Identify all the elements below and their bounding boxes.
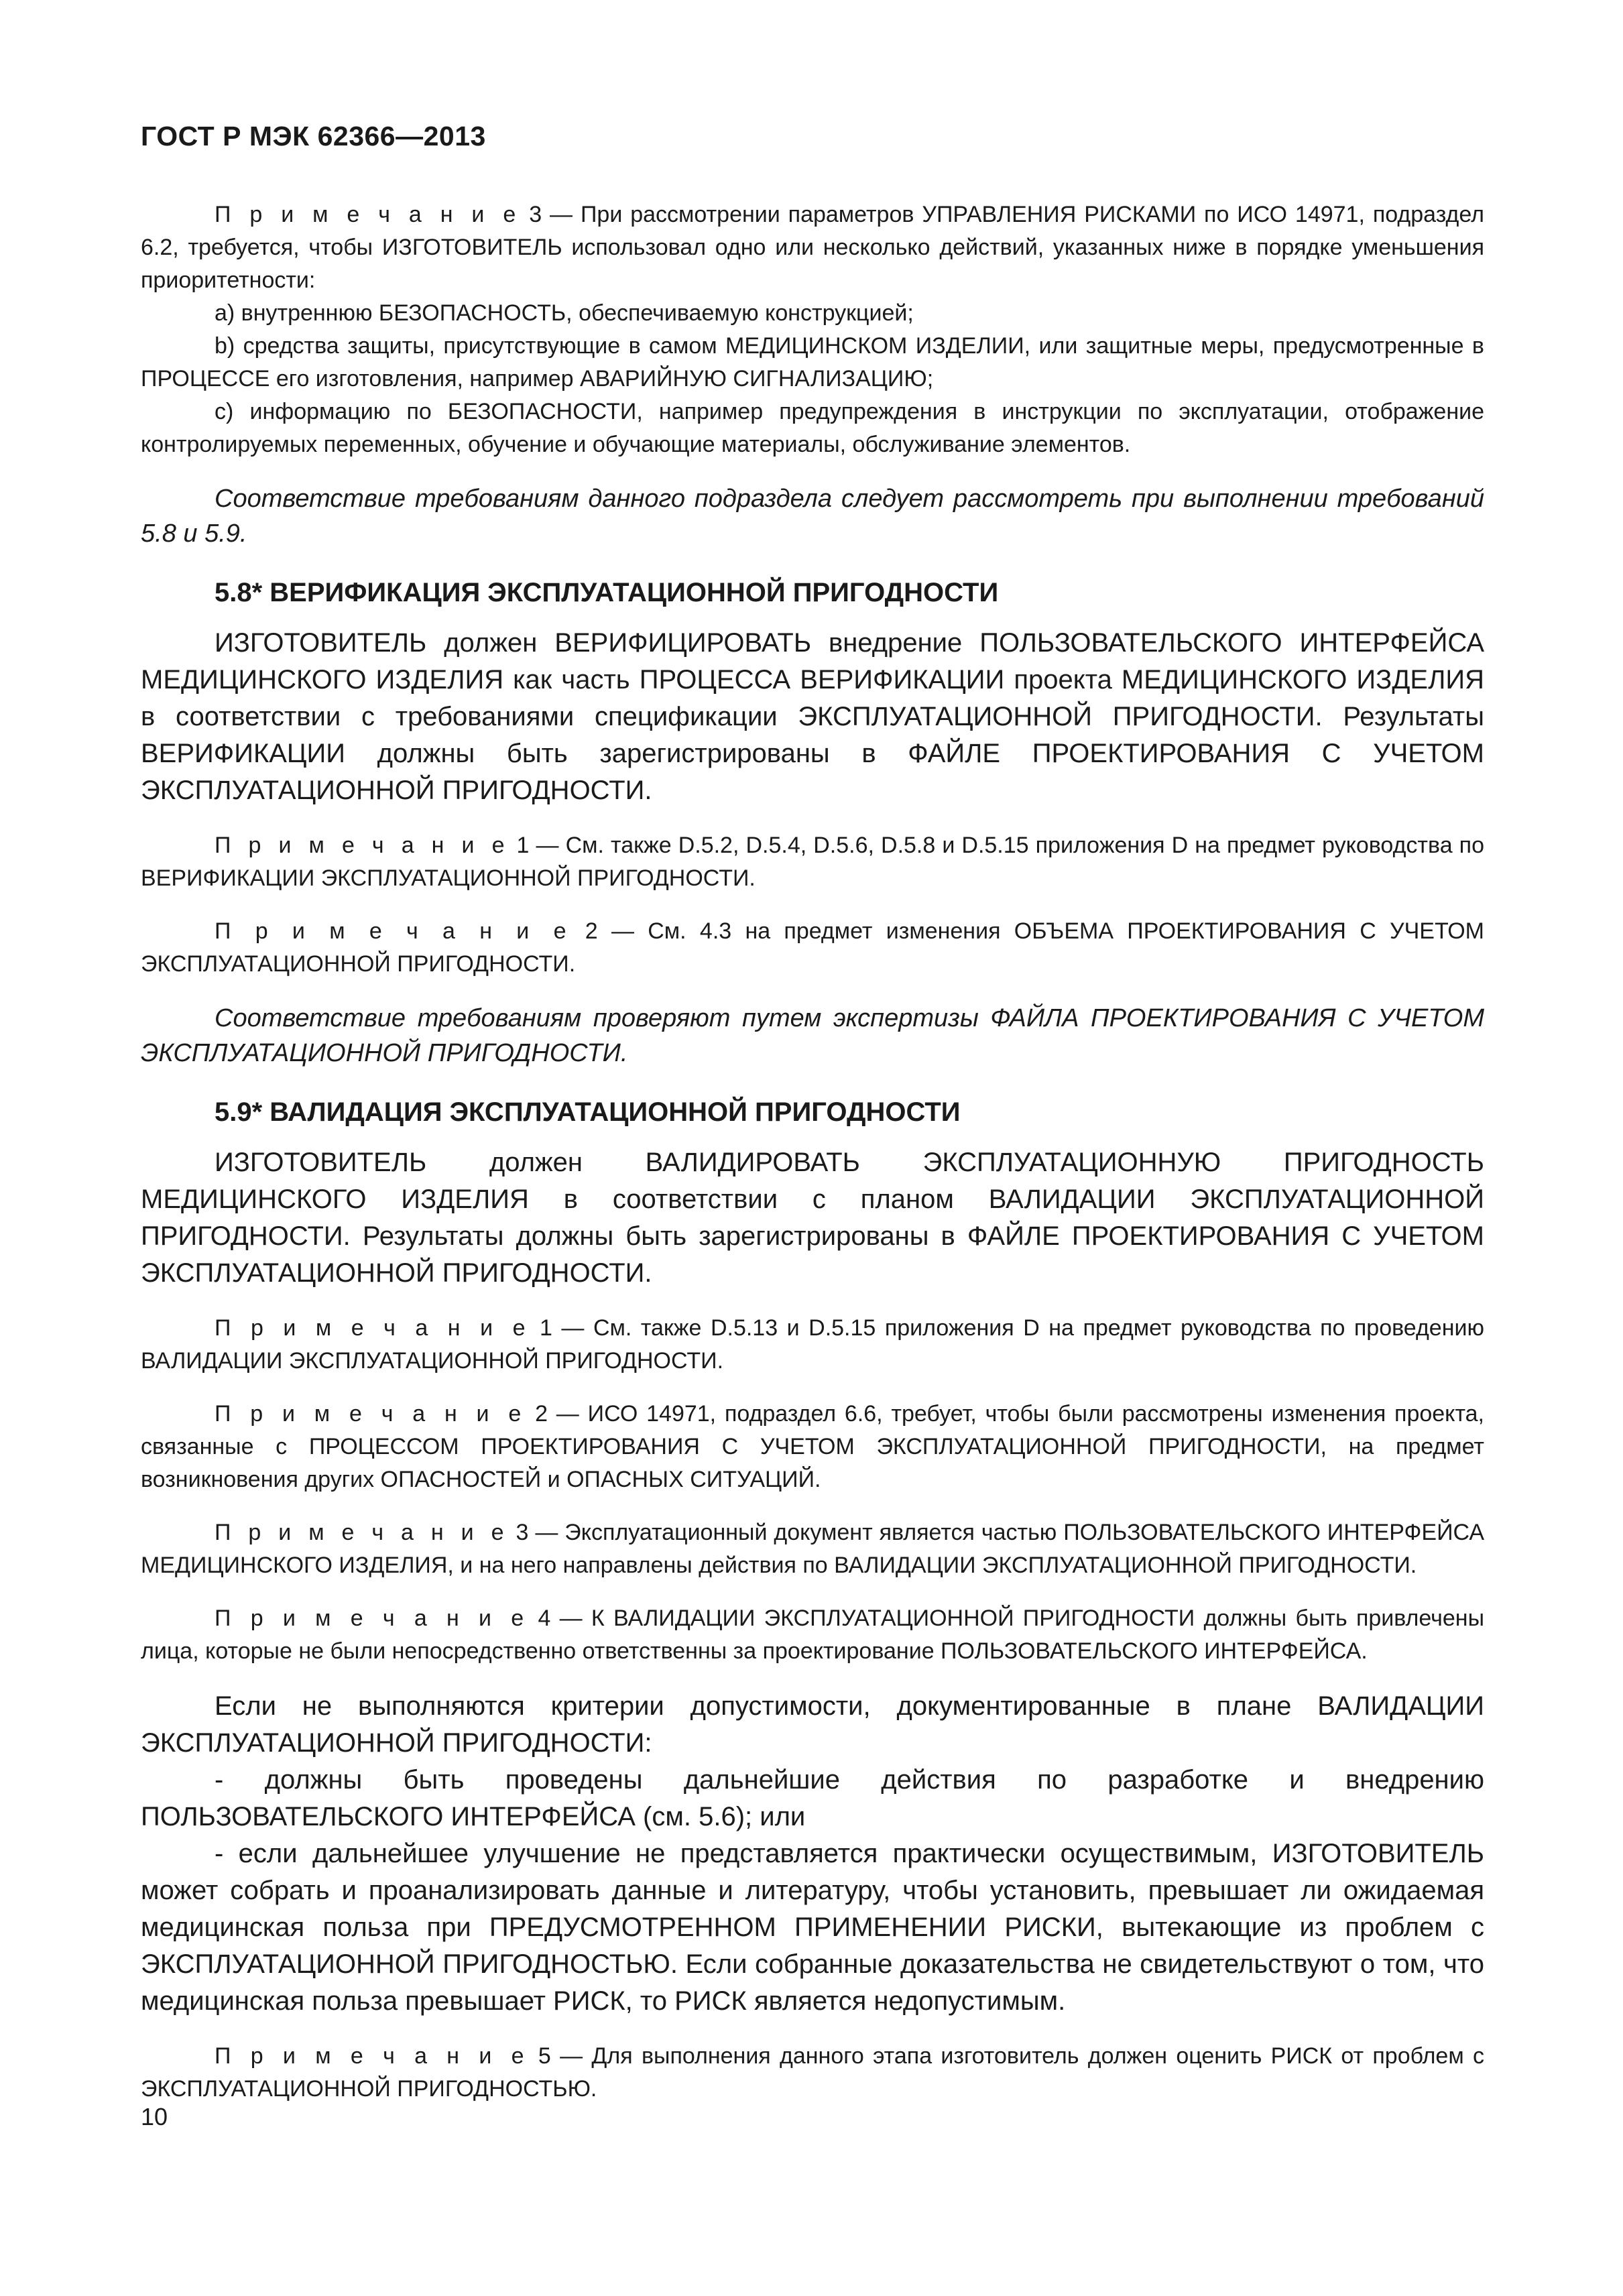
dash-item-2: - если дальнейшее улучшение не представляется практически осуществимым, ИЗГОТОВИТЕЛЬ может собрать и проанализировать данные и литературу, чтобы установить, превышает ли ожидаемая медицинская польза при ПРЕДУСМОТРЕННОМ ПРИМЕНЕНИИ РИСКИ, вытекающие из проблем с ЭКСПЛУАТАЦИОННОЙ ПРИГОДНОСТЬЮ. Если собранные доказательства не свидетельствуют о том, что медицинская польза превышает РИСК, то РИСК является недопустимым. [141,1839,1484,2016]
note-5-9-4 [141,1602,1484,1668]
section-heading-5-8: 5.8* ВЕРИФИКАЦИЯ ЭКСПЛУАТАЦИОННОЙ ПРИГОДНОСТИ [215,578,999,607]
note-5-9-2 [141,1398,1484,1496]
note-label: П р и м е ч а н и е [215,918,572,944]
compliance-statement-2: Соответствие требованиям проверяют путем экспертизы ФАЙЛА ПРОЕКТИРОВАНИЯ С УЧЕТОМ ЭКСПЛУАТАЦИОННОЙ ПРИГОДНОСТИ. [141,1004,1484,1067]
list-item-c: c) информацию по БЕЗОПАСНОСТИ, например предупреждения в инструкции по эксплуатации, отображение контролируемых переменных, обучение и обучающие материалы, обслуживание элементов. [141,399,1484,457]
note-5-9-3 [141,1516,1484,1582]
note-text: Эксплуатационный документ является частью ПОЛЬЗОВАТЕЛЬСКОГО ИНТЕРФЕЙСА МЕДИЦИНСКОГО ИЗДЕЛИЯ, и на него направлены действия по ВАЛИДАЦИИ ЭКСПЛУАТАЦИОННОЙ ПРИГОДНОСТИ. [141,1520,1484,1578]
note-label: П р и м е ч а н и е [215,202,522,227]
note-label: П р и м е ч а н и е [215,1520,509,1545]
dash-item-1: - должны быть проведены дальнейшие действия по разработке и внедрению ПОЛЬЗОВАТЕЛЬСКОГО ИНТЕРФЕЙСА (см. 5.6); или [141,1765,1484,1831]
note-label: П р и м е ч а н и е [215,1401,527,1427]
note-5-8-2 [141,915,1484,981]
note-number: 1 — [509,833,566,858]
note-number: 3 — [509,1520,565,1545]
note-label: П р и м е ч а н и е [215,2043,530,2069]
note-number: 4 — [529,1606,591,1631]
note-label: П р и м е ч а н и е [215,833,510,858]
note-number: 2 — [571,918,648,944]
note-number: 5 — [529,2043,592,2069]
note-text: См. также D.5.13 и D.5.15 приложения D на предмет руководства по проведению ВАЛИДАЦИИ ЭКСПЛУАТАЦИОННОЙ ПРИГОДНОСТИ. [141,1315,1484,1374]
compliance-statement-1: Соответствие требованиям данного подраздела следует рассмотреть при выполнении требований 5.8 и 5.9. [141,485,1484,548]
note-5-8-1 [141,829,1484,895]
note-text: К ВАЛИДАЦИИ ЭКСПЛУАТАЦИОННОЙ ПРИГОДНОСТИ должны быть привлечены лица, которые не были непосредственно ответственны за проектирование ПОЛЬЗОВАТЕЛЬСКОГО ИНТЕРФЕЙСА. [141,1606,1485,1664]
note-3-risk-control [141,198,1484,297]
document-header: ГОСТ Р МЭК 62366—2013 [141,121,486,152]
note-label: П р и м е ч а н и е [215,1315,531,1341]
note-text: При рассмотрении параметров УПРАВЛЕНИЯ РИСКАМИ по ИСО 14971, подраздел 6.2, требуется, чтобы ИЗГОТОВИТЕЛЬ использовал одно или несколько действий, указанных ниже в порядке уменьшения приоритетности: [141,202,1484,293]
note-5-9-1 [141,1312,1484,1378]
note-text: См. 4.3 на предмет изменения ОБЪЕМА ПРОЕКТИРОВАНИЯ С УЧЕТОМ ЭКСПЛУАТАЦИОННОЙ ПРИГОДНОСТИ. [141,918,1484,977]
list-item-a: a) внутреннюю БЕЗОПАСНОСТЬ, обеспечиваемую конструкцией; [215,300,914,326]
note-number: 3 — [521,202,581,227]
note-text: См. также D.5.2, D.5.4, D.5.6, D.5.8 и D.5.15 приложения D на предмет руководства по ВЕРИФИКАЦИИ ЭКСПЛУАТАЦИОННОЙ ПРИГОДНОСТИ. [141,833,1484,891]
note-number: 2 — [526,1401,588,1427]
acceptance-criteria-paragraph: Если не выполняются критерии допустимости, документированные в плане ВАЛИДАЦИИ ЭКСПЛУАТАЦИОННОЙ ПРИГОДНОСТИ: [141,1691,1484,1758]
document-content [141,198,1484,2106]
note-number: 1 — [530,1315,593,1341]
note-label: П р и м е ч а н и е [215,1606,530,1631]
section-body-5-8: ИЗГОТОВИТЕЛЬ должен ВЕРИФИЦИРОВАТЬ внедрение ПОЛЬЗОВАТЕЛЬСКОГО ИНТЕРФЕЙСА МЕДИЦИНСКОГО ИЗДЕЛИЯ как часть ПРОЦЕССА ВЕРИФИКАЦИИ проекта МЕДИЦИНСКОГО ИЗДЕЛИЯ в соответствии с требованиями спецификации ЭКСПЛУАТАЦИОННОЙ ПРИГОДНОСТИ. Результаты ВЕРИФИКАЦИИ должны быть зарегистрированы в ФАЙЛЕ ПРОЕКТИРОВАНИЯ С УЧЕТОМ ЭКСПЛУАТАЦИОННОЙ ПРИГОДНОСТИ. [141,628,1484,805]
page-number: 10 [141,2103,168,2130]
note-text: Для выполнения данного этапа изготовитель должен оценить РИСК от проблем с ЭКСПЛУАТАЦИОННОЙ ПРИГОДНОСТЬЮ. [141,2043,1484,2102]
note-text: ИСО 14971, подраздел 6.6, требует, чтобы были рассмотрены изменения проекта, связанные с ПРОЦЕССОМ ПРОЕКТИРОВАНИЯ С УЧЕТОМ ЭКСПЛУАТАЦИОННОЙ ПРИГОДНОСТИ, на предмет возникновения других ОПАСНОСТЕЙ и ОПАСНЫХ СИТУАЦИЙ. [141,1401,1484,1492]
section-heading-5-9: 5.9* ВАЛИДАЦИЯ ЭКСПЛУАТАЦИОННОЙ ПРИГОДНОСТИ [215,1097,961,1127]
note-5-9-5 [141,2040,1484,2106]
list-item-b: b) средства защиты, присутствующие в самом МЕДИЦИНСКОМ ИЗДЕЛИИ, или защитные меры, предусмотренные в ПРОЦЕССЕ его изготовления, например АВАРИЙНУЮ СИГНАЛИЗАЦИЮ; [141,333,1484,391]
section-body-5-9: ИЗГОТОВИТЕЛЬ должен ВАЛИДИРОВАТЬ ЭКСПЛУАТАЦИОННУЮ ПРИГОДНОСТЬ МЕДИЦИНСКОГО ИЗДЕЛИЯ в соответствии с планом ВАЛИДАЦИИ ЭКСПЛУАТАЦИОННОЙ ПРИГОДНОСТИ. Результаты должны быть зарегистрированы в ФАЙЛЕ ПРОЕКТИРОВАНИЯ С УЧЕТОМ ЭКСПЛУАТАЦИОННОЙ ПРИГОДНОСТИ. [141,1148,1484,1288]
